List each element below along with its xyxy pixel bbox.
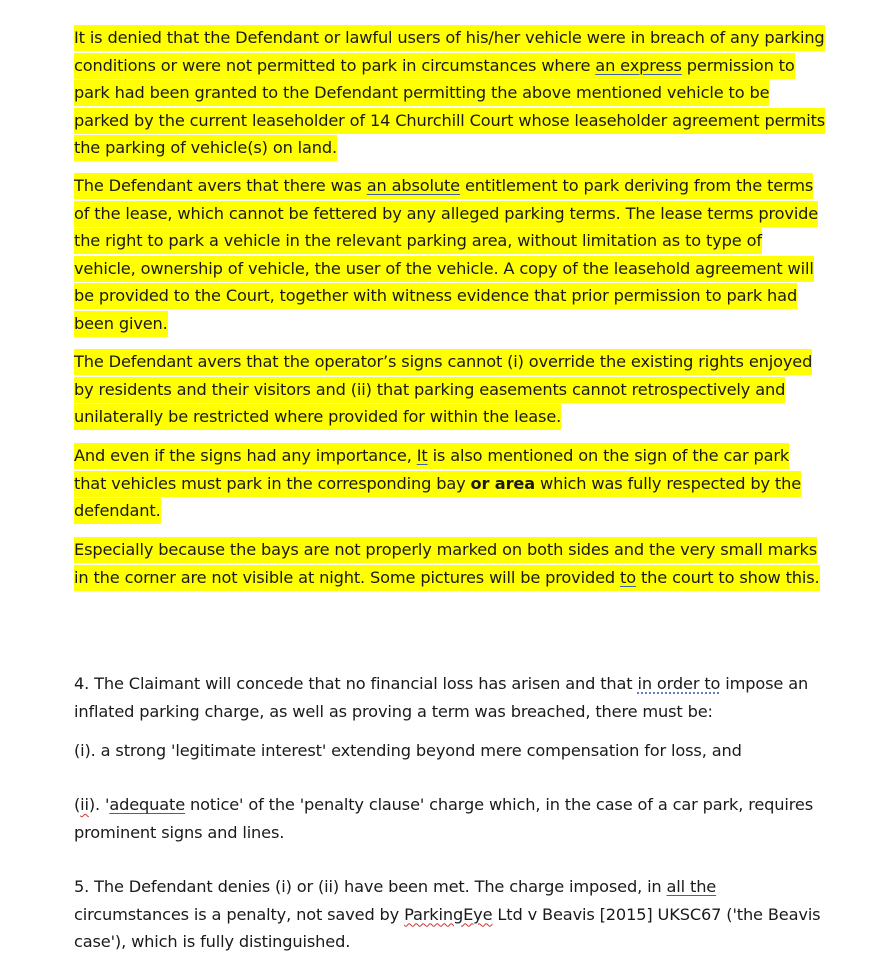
highlighted-text — [74, 25, 825, 161]
underlined-text: to — [620, 567, 636, 587]
spelling-flagged-text: ii — [80, 795, 89, 814]
text-run: Ltd v Beavis [2015] UKSC67 ('the Beavis case'), which is fully distinguished. — [74, 904, 821, 951]
underlined-text: It — [416, 446, 428, 465]
text-run: notice' of the 'penalty clause' charge which, in the case of a car park, requires prominent signs and lines. — [74, 795, 814, 842]
paragraph-4 — [74, 442, 826, 525]
underlined-text: adequate — [109, 795, 186, 814]
text-run: 4. The Claimant will concede that no financial loss has arisen and that — [74, 674, 638, 693]
text-run: the court to show this. — [635, 567, 820, 587]
text-run: ). ' — [88, 795, 110, 814]
text-run: is also mentioned on the sign of the car park that vehicles must park in the corresponding bay — [74, 446, 790, 493]
text-run: 5. The Defendant denies (i) or (ii) have been met. The charge imposed, in — [74, 877, 667, 896]
text-run: The Defendant avers that the operator’s signs cannot (i) override the existing rights enjoyed by residents and their visitors and (ii) that parking easements cannot retrospectively and unilaterally be restricted where provided for within the lease. — [74, 352, 813, 426]
text-run: The Defendant avers that there was — [74, 176, 367, 195]
text-run: impose an inflated parking charge, as well as proving a term was breached, there must be: — [74, 674, 809, 721]
paragraph-1 — [74, 24, 826, 162]
highlighted-text — [74, 349, 812, 430]
bold-text: or area — [470, 473, 536, 493]
text-run: circumstances is a penalty, not saved by — [74, 904, 405, 924]
text-run: (i). a strong 'legitimate interest' extending beyond mere compensation for loss, and — [74, 741, 742, 760]
paragraph-2 — [74, 172, 826, 337]
underlined-text: an absolute — [366, 176, 460, 195]
spelling-flagged-text: ParkingEye — [404, 904, 493, 924]
paragraph-3 — [74, 348, 826, 431]
paragraph-7 — [74, 737, 826, 765]
underlined-text: all the — [666, 877, 717, 896]
paragraph-5 — [74, 536, 826, 591]
grammar-flagged-text: in order to — [637, 674, 721, 693]
highlighted-text — [74, 443, 801, 524]
text-run: ( — [74, 795, 81, 814]
paragraph-9 — [74, 873, 826, 956]
paragraph-6 — [74, 670, 826, 725]
text-run: It is denied that the Defendant or lawful users of his/her vehicle were in breach of any parking conditions or were not permitted to park in circumstances where — [74, 28, 825, 75]
text-run: And even if the signs had any importance, — [74, 446, 417, 465]
underlined-text: an express — [595, 55, 682, 75]
text-run: which was fully respected by the defendant. — [74, 473, 802, 520]
text-run: entitlement to park deriving from the terms of the lease, which cannot be fettered by any alleged parking terms. The lease terms provide the right to park a vehicle in the relevant parking area, without limitation as to type of vehicle, ownership of vehicle, the user of the vehicle. A copy of the leasehold agreement will be provided to the Court, together with witness evidence that prior permission to park had been given. — [74, 176, 819, 333]
highlighted-text — [74, 173, 818, 337]
highlighted-text — [74, 537, 820, 591]
text-run: permission to park had been granted to the Defendant permitting the above mentioned vehicle to be parked by the current leaseholder of 14 Churchill Court whose leaseholder agreement permits the parking of vehicle(s) on land. — [74, 55, 826, 157]
text-run: Especially because the bays are not properly marked on both sides and the very small marks in the corner are not visible at night. Some pictures will be provided — [74, 540, 818, 587]
paragraph-8 — [74, 791, 826, 846]
